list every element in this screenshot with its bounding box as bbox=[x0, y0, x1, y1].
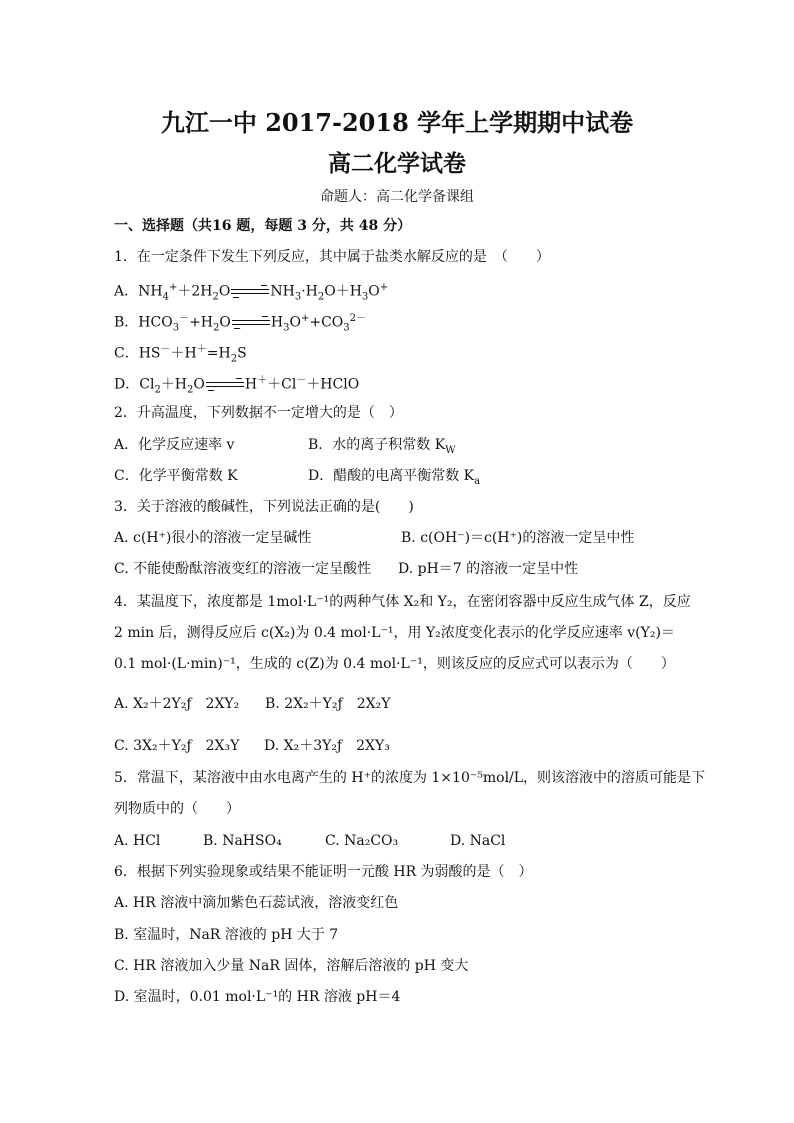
q1-option-c: C．$HS^-+H^+=H_2S$ bbox=[114, 344, 247, 365]
q4-option-b: B. 2X₂＋Y₂ƒ 2X₂Y bbox=[265, 696, 391, 712]
q6-option-b: B. 室温时，NaR 溶液的 pH 大于 7 bbox=[114, 927, 339, 943]
q4-line-2: 2 min 后，测得反应后 c(X₂)为 0.4 mol·L⁻¹，用 Y₂浓度变化表示的化学反应速率 v(Y₂)＝ bbox=[114, 625, 675, 641]
q3-option-a: A. c(H⁺)很小的溶液一定呈碱性 bbox=[114, 530, 312, 546]
q3-option-c: C. 不能使酚酞溶液变红的溶液一定呈酸性 bbox=[114, 561, 372, 577]
q5-option-d: D. NaCl bbox=[450, 833, 506, 849]
q6-stem: 6．根据下列实验现象或结果不能证明一元酸 HR 为弱酸的是（ ） bbox=[114, 864, 533, 880]
q6-option-d: D. 室温时，0.01 mol·L⁻¹的 HR 溶液 pH＝4 bbox=[114, 989, 401, 1005]
q3-stem: 3．关于溶液的酸碱性，下列说法正确的是( ) bbox=[114, 499, 414, 515]
equilibrium-arrow-icon bbox=[206, 380, 244, 390]
q3-option-b: B. c(OH⁻)＝c(H⁺)的溶液一定呈中性 bbox=[401, 530, 635, 546]
q3-option-d: D. pH＝7 的溶液一定呈中性 bbox=[398, 561, 579, 577]
q4-line-3: 0.1 mol·(L·min)⁻¹，生成的 c(Z)为 0.4 mol·L⁻¹，则该反应的反应式可以表示为（ ） bbox=[114, 656, 675, 672]
q5-line-1: 5．常温下，某溶液中由水电离产生的 H⁺的浓度为 1×10⁻⁵mol/L，则该溶液中的溶质可能是下 bbox=[114, 770, 706, 786]
equilibrium-arrow-icon bbox=[232, 318, 270, 328]
q2-option-d: D．醋酸的电离平衡常数 $K_a$ bbox=[308, 468, 481, 487]
q5-option-c: C. Na₂CO₃ bbox=[325, 833, 399, 849]
equilibrium-arrow-icon bbox=[231, 287, 269, 297]
q2-stem: 2．升高温度，下列数据不一定增大的是（ ） bbox=[114, 405, 403, 421]
q4-option-c: C. 3X₂＋Y₂ƒ 2X₃Y bbox=[114, 738, 240, 754]
q4-option-a: A. X₂＋2Y₂ƒ 2XY₂ bbox=[114, 696, 240, 712]
q1-stem: 1．在一定条件下发生下列反应，其中属于盐类水解反应的是 （ ） bbox=[114, 249, 550, 265]
q6-option-c: C. HR 溶液加入少量 NaR 固体，溶解后溶液的 pH 变大 bbox=[114, 958, 469, 974]
q4-option-d: D. X₂＋3Y₂ƒ 2XY₃ bbox=[264, 738, 390, 754]
q5-line-2: 列物质中的（ ） bbox=[114, 801, 240, 817]
exam-subtitle: 高二化学试卷 bbox=[328, 150, 466, 177]
q1-option-d: D．$Cl_2+H_2O$ H＋＋Cl－＋HClO bbox=[114, 375, 360, 396]
exam-title: 九江一中 2017-2018 学年上学期期中试卷 bbox=[160, 108, 634, 137]
q5-option-b: B. NaHSO₄ bbox=[203, 833, 282, 849]
q2-option-b: B．水的离子积常数 $K_W$ bbox=[308, 437, 456, 456]
q5-option-a: A. HCl bbox=[114, 833, 161, 849]
q4-line-1: 4．某温度下，浓度都是 1mol·L⁻¹的两种气体 X₂和 Y₂，在密闭容器中反应生成气体 Z，反应 bbox=[114, 594, 691, 610]
section-heading: 一、选择题（共16 题，每题 3 分，共 48 分） bbox=[114, 218, 412, 234]
q6-option-a: A. HR 溶液中滴加紫色石蕊试液，溶液变红色 bbox=[114, 895, 399, 911]
exam-author: 命题人：高二化学备课组 bbox=[320, 189, 474, 205]
q1-option-b: B．$HCO_3^-+H_2O$ $H_3O^++CO_3^{2-}$ bbox=[114, 313, 367, 334]
q2-option-c: C．化学平衡常数 K bbox=[114, 468, 238, 484]
q2-option-a: A．化学反应速率 v bbox=[114, 437, 235, 453]
q1-option-a: A．$NH_4^++2H_2O$ $NH_3\cdot H_2O+H_3O^+$ bbox=[114, 282, 389, 303]
